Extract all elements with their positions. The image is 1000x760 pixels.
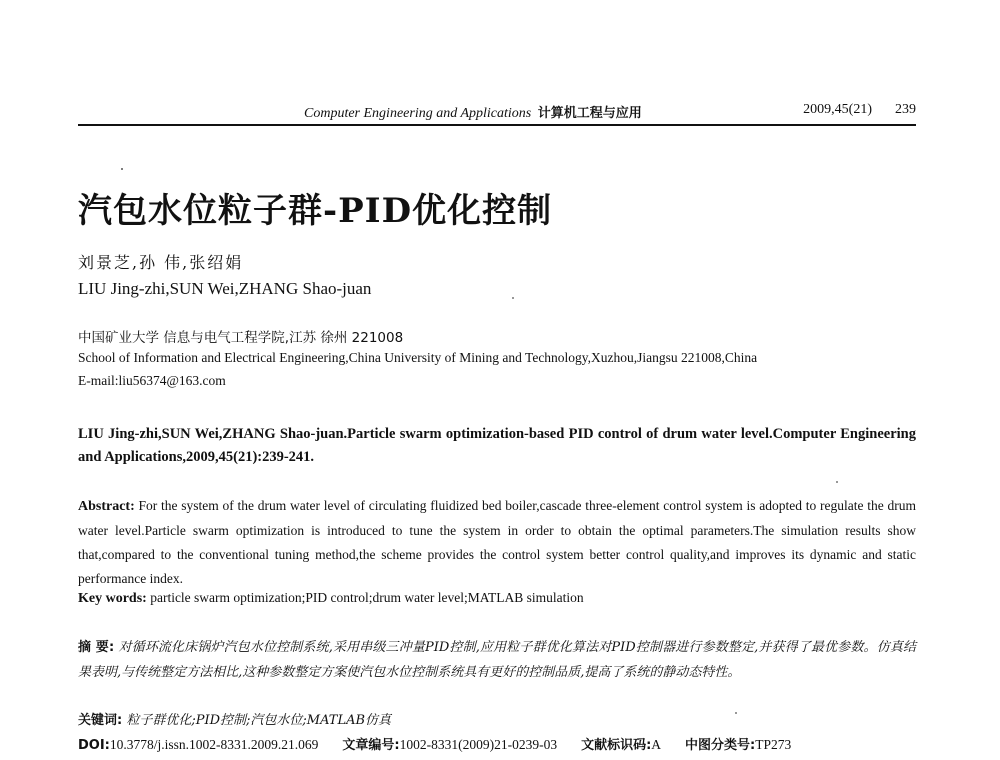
identifier-line [78,734,791,753]
keywords-en [78,590,584,607]
keywords-zh-label: 关键词: [78,713,123,728]
document-code-value: A [651,737,662,752]
abstract-label: Abstract: [78,499,135,514]
keywords-zh [78,709,391,728]
scan-speck [836,481,838,483]
scan-speck [121,168,123,170]
citation-block: LIU Jing-zhi,SUN Wei,ZHANG Shao-juan.Particle swarm optimization-based PID control of drum water level.Computer Engineering and Applications,2009,45(21):239-241. [78,426,916,465]
article-number-label: 文章编号: [342,738,400,753]
doi-label: DOI: [78,738,110,753]
author-email: E-mail:liu56374@163.com [78,373,226,388]
clc-label: 中图分类号: [685,738,756,753]
abstract-en [78,494,916,591]
keywords-text: particle swarm optimization;PID control;drum water level;MATLAB simulation [150,590,584,605]
authors-zh: 刘景芝,孙 伟,张绍娟 [78,253,244,272]
scan-speck [512,297,514,299]
running-header [78,98,916,126]
journal-name-zh: 计算机工程与应用 [537,106,642,121]
issue-info: 2009,45(21) [803,102,872,117]
document-code-label: 文献标识码: [581,738,652,753]
affiliation-en: School of Information and Electrical Engineering,China University of Mining and Technology,Xuzhou,Jiangsu 221008,China [78,350,758,365]
clc-value: TP273 [755,737,792,752]
abstract-zh [78,635,916,685]
abstract-zh-label: 摘 要: [78,640,115,655]
article-number-value: 1002-8331(2009)21-0239-03 [399,737,558,752]
keywords-label: Key words: [78,591,147,606]
keywords-zh-text: 粒子群优化;PID控制;汽包水位;MATLAB仿真 [126,713,392,728]
journal-name-en: Computer Engineering and Applications [304,106,532,121]
abstract-zh-text: 对循环流化床锅炉汽包水位控制系统,采用串级三冲量PID控制,应用粒子群优化算法对PID控制器进行参数整定,并获得了最优参数。仿真结果表明,与传统整定方法相比,这种参数整定方案使汽包水位控制系统具有更好的控制品质,提高了系统的静动态特性。 [78,640,916,680]
affiliation-zh: 中国矿业大学 信息与电气工程学院,江苏 徐州 221008 [78,330,404,346]
journal-name [304,102,642,122]
paper-title: 汽包水位粒子群-PID优化控制 [78,191,553,231]
authors-en: LIU Jing-zhi,SUN Wei,ZHANG Shao-juan [78,279,372,298]
scan-speck [735,712,737,714]
doi-value: 10.3778/j.issn.1002-8331.2009.21.069 [109,737,319,752]
abstract-text: For the system of the drum water level of circulating fluidized bed boiler,cascade three-element control system is adopted to regulate the drum water level.Particle swarm optimization is introduced to tune the system in order to obtain the optimal parameters.The simulation results show that,compared to the conventional tuning method,the scheme provides the control system better control quality,and improves its dynamic and static performance index. [78,498,917,586]
page-number: 239 [895,102,916,117]
